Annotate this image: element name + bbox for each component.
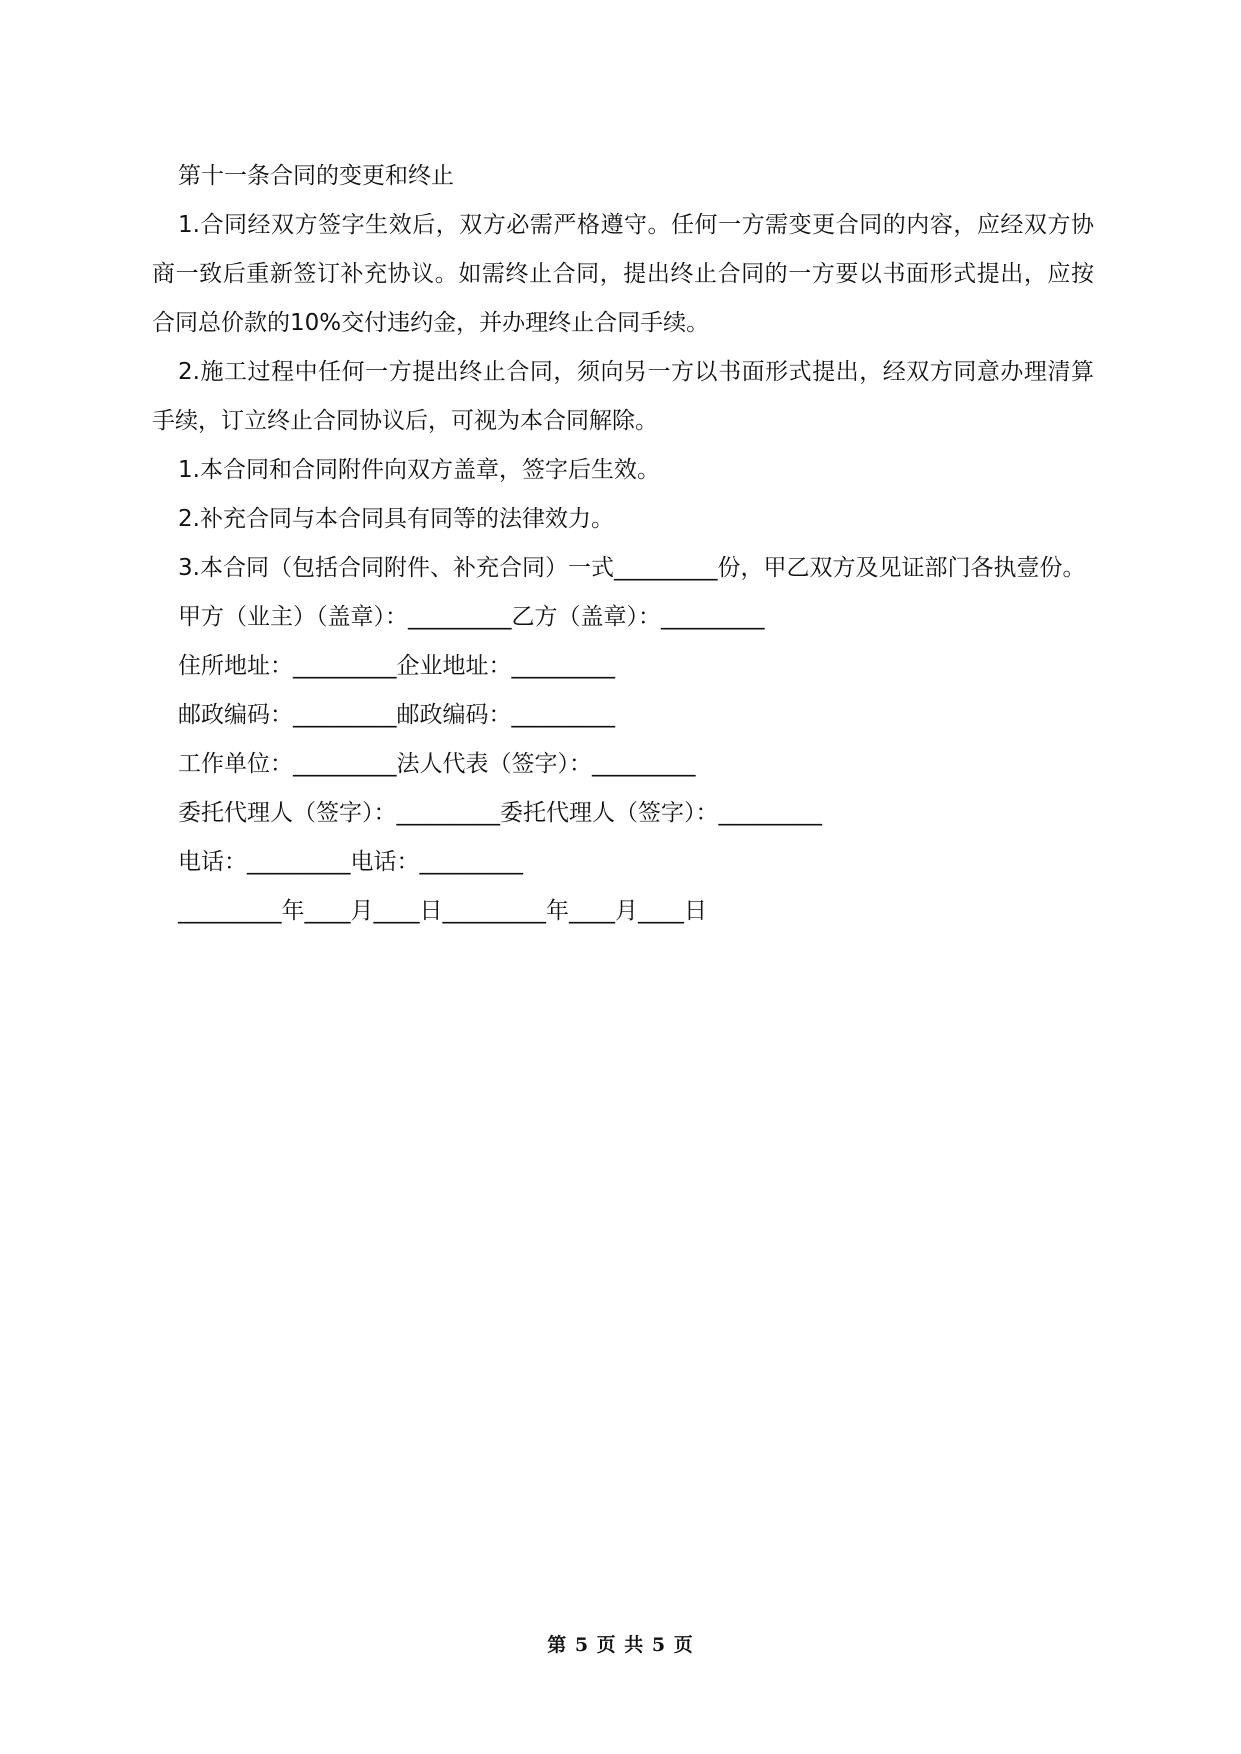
signature-line-date: _________年____月____日_________年____月____日 xyxy=(178,898,707,924)
paragraph-effect-clause-3: 3.本合同（包括合同附件、补充合同）一式_________份，甲乙双方及见证部门各执壹份。 xyxy=(178,555,1086,581)
document-body xyxy=(152,152,1094,936)
signature-line-postcode: 邮政编码：_________邮政编码：_________ xyxy=(178,702,615,728)
paragraph-change-clause-2: 2.施工过程中任何一方提出终止合同，须向另一方以书面形式提出，经双方同意办理清算手续，订立终止合同协议后，可视为本合同解除。 xyxy=(152,359,1094,434)
paragraph-effect-clause-1: 1.本合同和合同附件向双方盖章，签字后生效。 xyxy=(178,457,660,483)
page-footer-number: 第 5 页 共 5 页 xyxy=(547,1634,694,1656)
section-heading: 第十一条合同的变更和终止 xyxy=(178,163,454,189)
signature-line-phone: 电话：_________电话：_________ xyxy=(178,849,523,875)
signature-line-address: 住所地址：_________企业地址：_________ xyxy=(178,653,615,679)
paragraph-effect-clause-2: 2.补充合同与本合同具有同等的法律效力。 xyxy=(178,506,614,532)
signature-line-agent: 委托代理人（签字）：_________委托代理人（签字）：_________ xyxy=(178,800,822,826)
signature-line-employer: 工作单位：_________法人代表（签字）：_________ xyxy=(178,751,696,777)
signature-line-seal: 甲方（业主）（盖章）：_________乙方（盖章）：_________ xyxy=(178,604,765,630)
paragraph-change-clause-1: 1.合同经双方签字生效后，双方必需严格遵守。任何一方需变更合同的内容，应经双方协商一致后重新签订补充协议。如需终止合同，提出终止合同的一方要以书面形式提出，应按合同总价款的10%交付违约金，并办理终止合同手续。 xyxy=(152,212,1094,336)
